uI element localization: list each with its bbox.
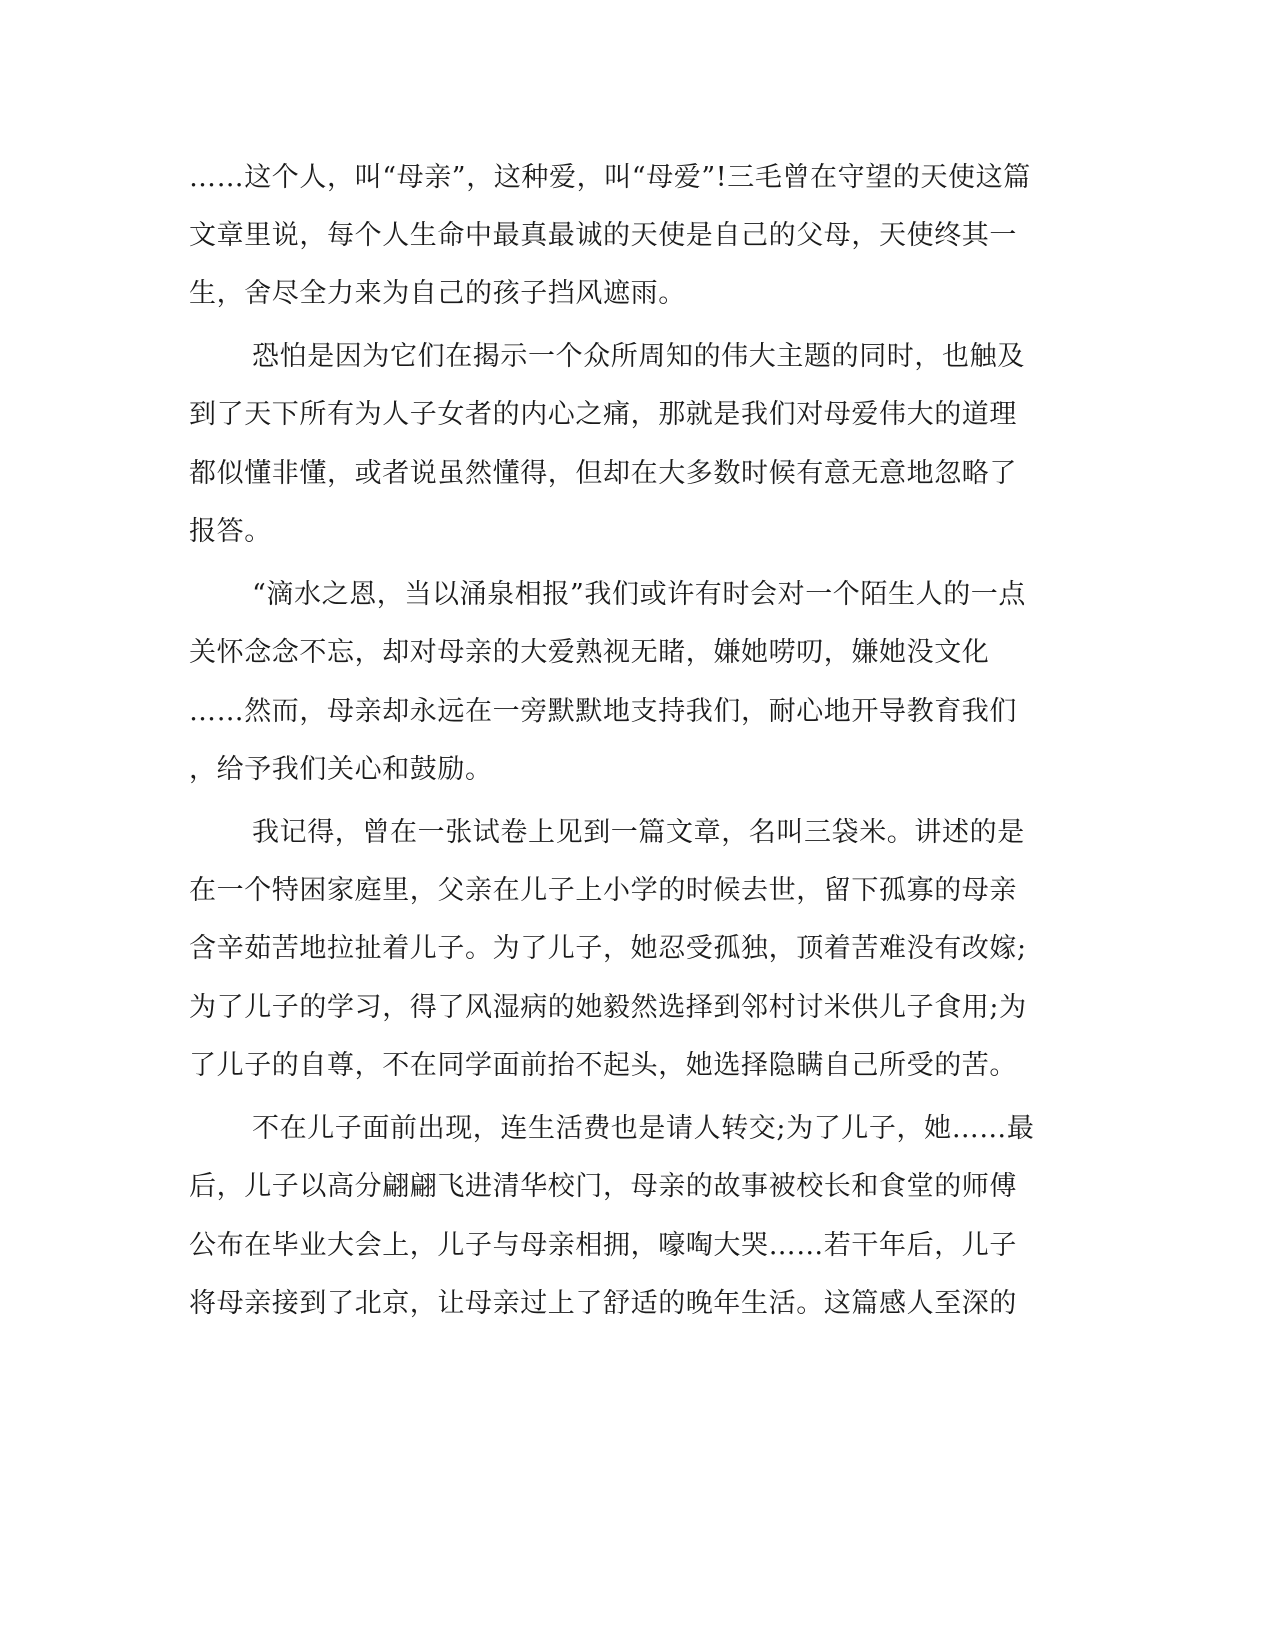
- text-line: ……然而，母亲却永远在一旁默默地支持我们，耐心地开导教育我们: [189, 696, 1017, 727]
- text-line: ，给予我们关心和鼓励。: [189, 754, 493, 785]
- text-line: 为了儿子的学习，得了风湿病的她毅然选择到邻村讨米供儿子食用;为: [189, 992, 1027, 1023]
- text-line: 都似懂非懂，或者说虽然懂得，但却在大多数时候有意无意地忽略了: [189, 458, 1017, 489]
- text-line: 生，舍尽全力来为自己的孩子挡风遮雨。: [189, 278, 686, 309]
- text-line: 文章里说，每个人生命中最真最诚的天使是自己的父母，天使终其一: [189, 220, 1017, 251]
- paragraph-start-line: “滴水之恩，当以涌泉相报”我们或许有时会对一个陌生人的一点: [252, 579, 1027, 610]
- text-line: 含辛茹苦地拉扯着儿子。为了儿子，她忍受孤独，顶着苦难没有改嫁;: [189, 933, 1027, 964]
- text-line: 公布在毕业大会上，儿子与母亲相拥，嚎啕大哭……若干年后，儿子: [189, 1230, 1017, 1261]
- text-line: 在一个特困家庭里，父亲在儿子上小学的时候去世，留下孤寡的母亲: [189, 875, 1017, 906]
- text-line: 报答。: [189, 516, 272, 547]
- text-line: 到了天下所有为人子女者的内心之痛，那就是我们对母爱伟大的道理: [189, 399, 1017, 430]
- paragraph-start-line: 我记得，曾在一张试卷上见到一篇文章，名叫三袋米。讲述的是: [252, 817, 1025, 848]
- text-line: 关怀念念不忘，却对母亲的大爱熟视无睹，嫌她唠叨，嫌她没文化: [189, 637, 990, 668]
- text-line: 了儿子的自尊，不在同学面前抬不起头，她选择隐瞒自己所受的苦。: [189, 1050, 1017, 1081]
- text-line: 后，儿子以高分翩翩飞进清华校门，母亲的故事被校长和食堂的师傅: [189, 1171, 1017, 1202]
- text-line: 将母亲接到了北京，让母亲过上了舒适的晚年生活。这篇感人至深的: [189, 1288, 1017, 1319]
- paragraph-start-line: 恐怕是因为它们在揭示一个众所周知的伟大主题的同时，也触及: [252, 341, 1025, 372]
- paragraph-start-line: 不在儿子面前出现，连生活费也是请人转交;为了儿子，她……最: [252, 1113, 1035, 1144]
- text-line: ……这个人，叫“母亲”，这种爱，叫“母爱”!三毛曾在守望的天使这篇: [189, 162, 1031, 193]
